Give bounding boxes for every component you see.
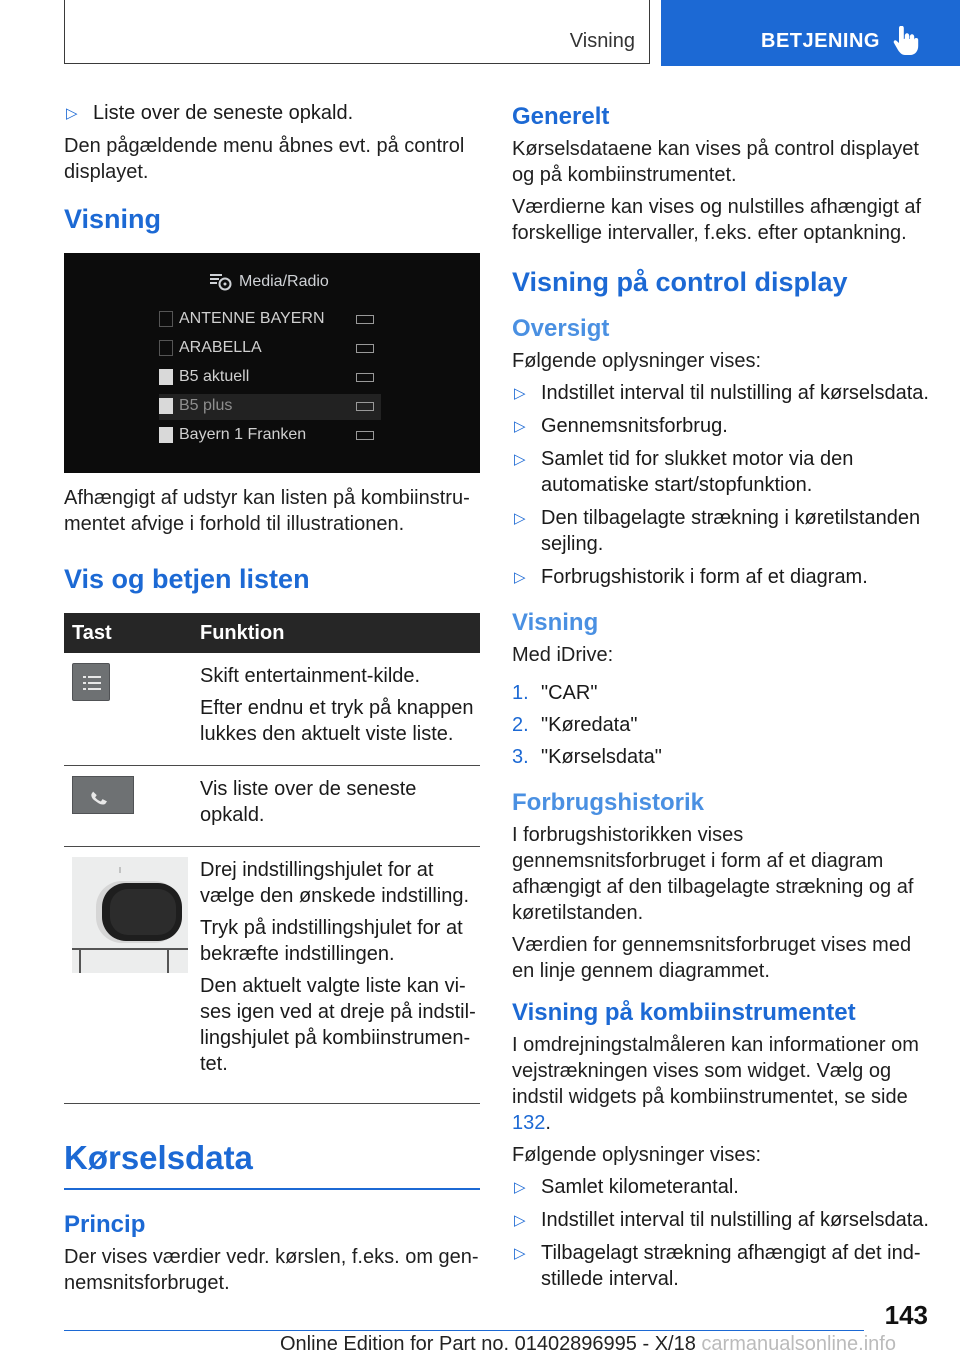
page-link[interactable]: 132 [512, 1112, 546, 1134]
table-row: Vis liste over de seneste opkald. [64, 766, 480, 847]
list-item: ▷ Den tilbagelagte strækning i køretilstanden sejling. [514, 507, 921, 555]
heading-kombiinstrumentet: Visning på kombiinstrumentet [512, 999, 856, 1026]
watermark: carmanualsonline.info [701, 1333, 896, 1355]
heading-vis-betjen: Vis og betjen listen [64, 564, 310, 594]
media-radio-icon [207, 271, 233, 291]
dab-badge-icon [356, 373, 374, 382]
chapter-tab [661, 0, 960, 66]
triangle-bullet-icon: ▷ [514, 510, 526, 527]
list-item: ▷ Indstillet interval til nulstilling af kørselsdata. [512, 1207, 932, 1233]
heading-generelt: Generelt [512, 103, 610, 130]
heading-visning: Visning [512, 609, 599, 636]
footer-divider [64, 1330, 864, 1331]
list-item: ▷ Indstillet interval til nulstilling af kørselsdata. [512, 380, 932, 406]
heading-princip: Princip [64, 1211, 146, 1238]
triangle-bullet-icon: ▷ [514, 451, 526, 468]
list-item: 1. "CAR" [512, 682, 598, 704]
list-item: Bayern 1 Franken [159, 423, 381, 449]
controller-knob-icon [72, 857, 188, 973]
heading-visning: Visning [64, 204, 162, 234]
dab-badge-icon [356, 315, 374, 324]
table-row: Skift entertainment-kilde. Efter endnu et tryk på knappen lukkes den aktuelt viste liste. [64, 653, 480, 766]
triangle-bullet-icon: ▷ [514, 1245, 526, 1262]
hand-pointer-icon [893, 26, 919, 56]
list-item: ▷ Samlet tid for slukket motor via den automatiske start/stopfunktion. [514, 448, 854, 496]
intro-text: Den pågældende menu åbnes evt. på control displayet. [64, 135, 465, 183]
dab-badge-icon [356, 344, 374, 353]
kombi-text: I omdrejningstalmåleren kan informationer om vejstrækningen vises som widget. Vælg og indstil widgets på kombiinstrumentet, se side 132. [512, 1034, 919, 1134]
list-item: ANTENNE BAYERN [159, 307, 381, 333]
list-item: 2. "Køredata" [512, 714, 638, 736]
table-header: Tast Funktion [64, 613, 480, 653]
list-item: ▷ Gennemsnitsforbrug. [512, 413, 932, 439]
triangle-bullet-icon: ▷ [66, 105, 78, 122]
list-item: ▷ Samlet kilometerantal. [512, 1174, 932, 1200]
phone-button-icon [72, 776, 134, 814]
heading-korselsdata: Kørselsdata [64, 1138, 480, 1190]
page-number: 143 [884, 1300, 928, 1330]
left-column [64, 100, 480, 1302]
list-item: ▷ Tilbagelagt strækning afhængigt af det indstillede interval. [514, 1242, 921, 1290]
menu-list-button-icon [72, 663, 110, 701]
triangle-bullet-icon: ▷ [514, 418, 526, 435]
heading-oversigt: Oversigt [512, 315, 610, 342]
right-column: Generelt Kørselsdataene kan vises på control displayet og på kombiinstrumentet. Værdierne kan vises og nulstilles afhængigt af forskellige intervaller, f.eks. efter optankning. Visning på control display Oversigt Følgende oplysninger vises: ▷ Indstillet interval til nulstilling af kørselsdata. ▷ Gennemsnitsforbrug. ▷ Samlet tid for slukket motor via den automatiske start/stopfunktion. ▷ Den tilbagelagte strækning i køretilstanden sejling. ▷ Forbrugshistorik i form af et diagram. Visning Med iDrive: 1. "CAR" 2. "Køredata" 3. "Kørselsdata" Forbrugshistorik I forbrugshistorikken vises gennemsnitsforbruget i form af et diagram afhængigt af den tilbagelagte strækning og af køretilstanden. Værdien for gennemsnitsforbruget vises med en linje gennem diagrammet. Visning på kombiinstrumentet I omdrejningstalmåleren kan informationer om vejstrækningen vises som widget. Vælg og indstil widgets på kombiinstrumentet, se side 132. Følgende oplysninger vises: ▷ Samlet kilometerantal. ▷ Indstillet interval til nulstilling af kørselsdata. ▷ Tilbagelagt strækning afhængigt af det indstillede interval. [512, 102, 932, 1299]
list-item: ARABELLA [159, 336, 381, 362]
dab-badge-icon [356, 402, 374, 411]
heading-forbrugshistorik: Forbrugshistorik [512, 789, 705, 816]
princip-text: Der vises værdier vedr. kørslen, f.eks. om gennemsnitsforbruget. [64, 1246, 479, 1294]
list-item: B5 aktuell [159, 365, 381, 391]
triangle-bullet-icon: ▷ [514, 569, 526, 586]
button-function-table [64, 613, 480, 1104]
screen-note: Afhængigt af udstyr kan listen på kombiinstrumentet afvige i forhold til illustrationen. [64, 487, 470, 535]
media-radio-screenshot [64, 253, 480, 473]
page-header [0, 0, 960, 66]
triangle-bullet-icon: ▷ [514, 1179, 526, 1196]
chapter-title: BETJENING [761, 30, 880, 52]
list-item: B5 plus [159, 394, 381, 420]
triangle-bullet-icon: ▷ [514, 1212, 526, 1229]
list-item: ▷ Forbrugshistorik i form af et diagram. [512, 564, 932, 590]
list-item: ▷ Liste over de seneste opkald. [64, 100, 480, 126]
heading-control-display: Visning på control display [512, 267, 848, 297]
section-title: Visning [569, 30, 635, 52]
list-item: 3. "Kørselsdata" [512, 746, 662, 768]
section-tab [64, 0, 650, 64]
footer-edition: Online Edition for Part no. 01402896995 - X/18 carmanualsonline.info [280, 1333, 896, 1355]
table-row: Drej indstillingshjulet for at vælge den ønskede indstilling. Tryk på indstillingshjulet for at bekræfte indstillingen. Den aktuelt valgte liste kan vises igen ved at dreje på indstillingshjulet på kombiinstrumentet. [64, 847, 480, 1104]
triangle-bullet-icon: ▷ [514, 385, 526, 402]
screen-title: Media/Radio [239, 273, 329, 290]
dab-badge-icon [356, 431, 374, 440]
